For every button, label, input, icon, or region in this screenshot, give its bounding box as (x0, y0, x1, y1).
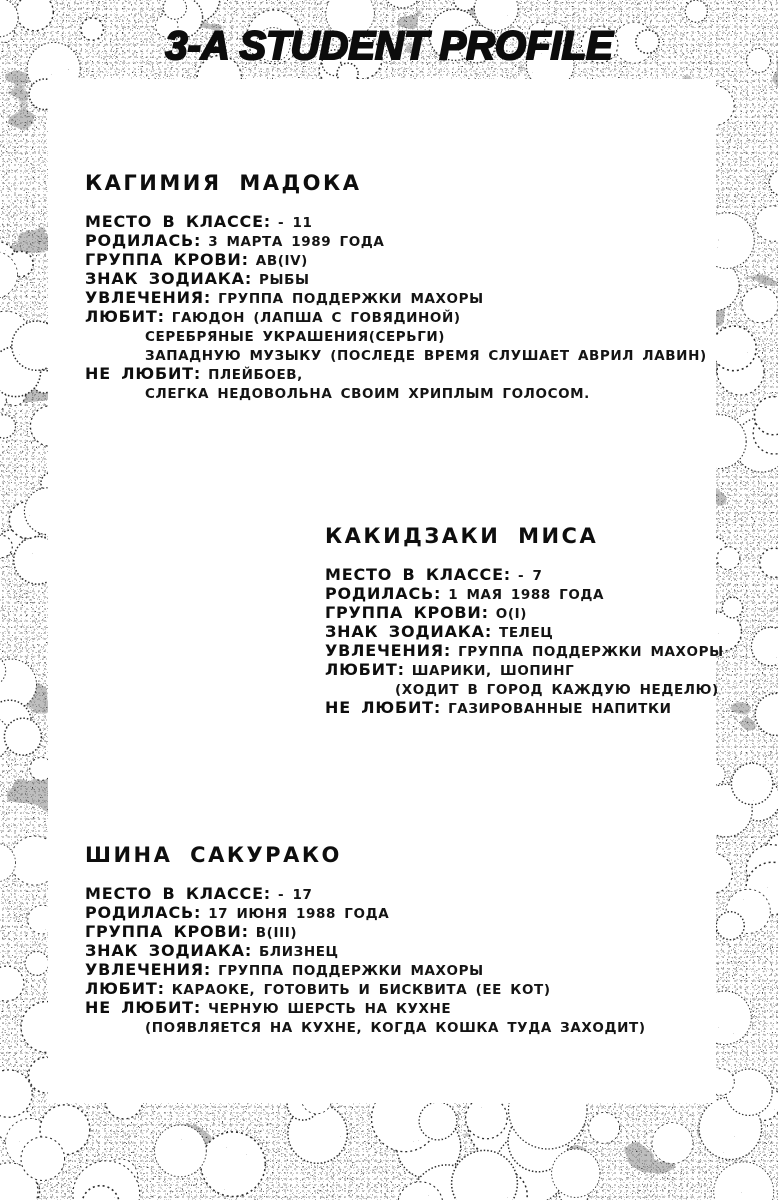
field-label: ЛЮБИТ: (85, 307, 165, 326)
field-value: - 7 (518, 568, 543, 584)
profile-field-row (85, 923, 646, 942)
page-title: 3-A STUDENT PROFILE (165, 24, 613, 68)
field-label: ЛЮБИТ: (325, 660, 405, 679)
field-value: ГАЗИРОВАННЫЕ НАПИТКИ (448, 701, 672, 717)
profile-field-row (85, 251, 707, 270)
field-value: ГРУППА ПОДДЕРЖКИ МАХОРЫ (218, 963, 484, 979)
field-value: КАРАОКЕ, ГОТОВИТЬ И БИСКВИТА (ЕЕ КОТ) (171, 982, 551, 998)
field-value: O(I) (495, 606, 528, 622)
profile-field-row (85, 289, 707, 308)
field-label: УВЛЕЧЕНИЯ: (325, 641, 452, 660)
profile-field-row (85, 270, 707, 289)
profile-kagimiya-madoka (85, 170, 707, 403)
profile-field-row (85, 365, 707, 384)
field-value: B(III) (255, 925, 298, 941)
profile-field-row (85, 213, 707, 232)
field-label: ГРУППА КРОВИ: (85, 250, 249, 269)
profile-field-row (325, 642, 724, 661)
profile-field-row (85, 999, 646, 1018)
profile-field-row (325, 566, 724, 585)
field-value: ТЕЛЕЦ (499, 625, 554, 641)
field-label: ГРУППА КРОВИ: (85, 922, 249, 941)
field-label: ЗНАК ЗОДИАКА: (85, 941, 253, 960)
field-label: УВЛЕЧЕНИЯ: (85, 288, 212, 307)
field-value: ПЛЕЙБОЕВ, (208, 367, 303, 383)
profile-field-row (325, 699, 724, 718)
field-label: ЛЮБИТ: (85, 979, 165, 998)
field-label: НЕ ЛЮБИТ: (325, 698, 442, 717)
profile-field-continuation (85, 346, 707, 365)
student-name: ШИНА САКУРАКО (85, 843, 342, 867)
profile-field-row (325, 661, 724, 680)
field-value: ЧЕРНУЮ ШЕРСТЬ НА КУХНЕ (208, 1001, 452, 1017)
field-value: СЕРЕБРЯНЫЕ УКРАШЕНИЯ(СЕРЬГИ) (145, 329, 446, 345)
field-label: ЗНАК ЗОДИАКА: (85, 269, 253, 288)
field-value: (ХОДИТ В ГОРОД КАЖДУЮ НЕДЕЛЮ) (395, 682, 719, 698)
field-value: ШАРИКИ, ШОПИНГ (411, 663, 575, 679)
profile-field-row (85, 308, 707, 327)
field-value: ЗАПАДНУЮ МУЗЫКУ (ПОСЛЕДЕ ВРЕМЯ СЛУШАЕТ АВРИЛ ЛАВИН) (145, 348, 707, 364)
field-label: МЕСТО В КЛАССЕ: (85, 884, 272, 903)
field-label: НЕ ЛЮБИТ: (85, 998, 202, 1017)
profile-field-row (325, 585, 724, 604)
field-value: 1 МАЯ 1988 ГОДА (448, 587, 605, 603)
profile-field-row (85, 885, 646, 904)
field-value: ГАЮДОН (ЛАПША С ГОВЯДИНОЙ) (171, 310, 461, 326)
profile-field-continuation (85, 1018, 646, 1037)
profile-field-continuation (85, 327, 707, 346)
profile-field-row (85, 904, 646, 923)
field-label: ГРУППА КРОВИ: (325, 603, 489, 622)
profile-field-row (85, 232, 707, 251)
profile-field-continuation (85, 384, 707, 403)
field-value: ГРУППА ПОДДЕРЖКИ МАХОРЫ (218, 291, 484, 307)
field-value: - 17 (278, 887, 313, 903)
field-label: РОДИЛАСЬ: (85, 903, 202, 922)
field-label: НЕ ЛЮБИТ: (85, 364, 202, 383)
profile-field-row (85, 942, 646, 961)
profile-field-continuation (325, 680, 724, 699)
field-label: МЕСТО В КЛАССЕ: (85, 212, 272, 231)
field-value: - 11 (278, 215, 313, 231)
field-value: AB(IV) (255, 253, 308, 269)
profile-field-row (325, 623, 724, 642)
field-value: БЛИЗНЕЦ (259, 944, 339, 960)
profile-field-row (85, 961, 646, 980)
field-value: СЛЕГКА НЕДОВОЛЬНА СВОИМ ХРИПЛЫМ ГОЛОСОМ. (145, 386, 590, 402)
field-label: УВЛЕЧЕНИЯ: (85, 960, 212, 979)
field-value: 3 МАРТА 1989 ГОДА (208, 234, 385, 250)
student-name: КАКИДЗАКИ МИСА (325, 524, 599, 548)
field-label: РОДИЛАСЬ: (325, 584, 442, 603)
field-label: ЗНАК ЗОДИАКА: (325, 622, 493, 641)
field-value: 17 ИЮНЯ 1988 ГОДА (208, 906, 390, 922)
profile-shiina-sakurako (85, 842, 646, 1037)
field-value: РЫБЫ (259, 272, 310, 288)
profile-kakidzaki-misa (325, 523, 724, 718)
profile-field-row (325, 604, 724, 623)
profile-field-row (85, 980, 646, 999)
field-value: (ПОЯВЛЯЕТСЯ НА КУХНЕ, КОГДА КОШКА ТУДА ЗАХОДИТ) (145, 1020, 646, 1036)
field-label: МЕСТО В КЛАССЕ: (325, 565, 512, 584)
student-name: КАГИМИЯ МАДОКА (85, 171, 362, 195)
field-value: ГРУППА ПОДДЕРЖКИ МАХОРЫ (458, 644, 724, 660)
field-label: РОДИЛАСЬ: (85, 231, 202, 250)
